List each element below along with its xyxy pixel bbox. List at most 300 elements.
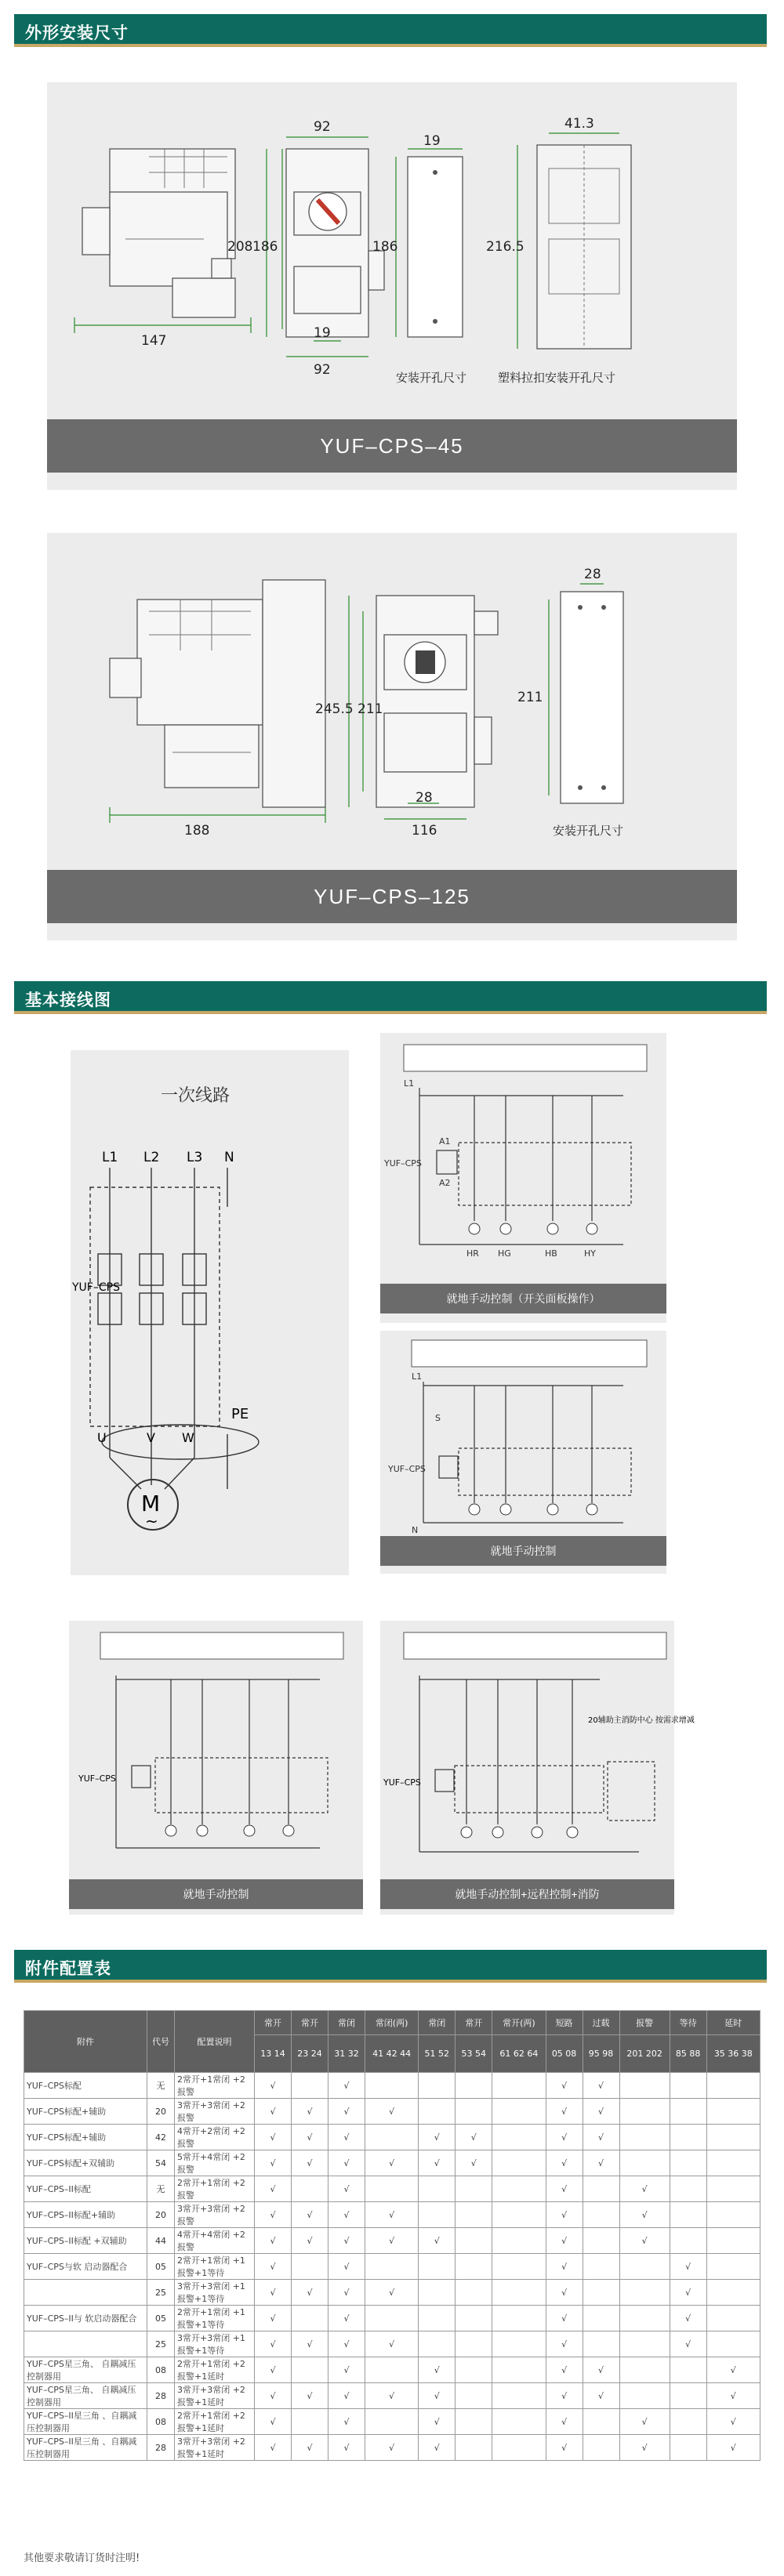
table-row — [24, 2331, 760, 2357]
empty-cell — [291, 2409, 328, 2435]
row-desc: 3常开+3常闭 +1报警+1等待 — [175, 2331, 255, 2357]
check-mark: √ — [670, 2280, 706, 2306]
table-row — [24, 2306, 760, 2331]
check-mark: √ — [365, 2435, 418, 2461]
w1-a2: A2 — [439, 1178, 451, 1188]
empty-cell — [670, 2073, 706, 2099]
empty-cell — [670, 2228, 706, 2254]
row-desc: 2常开+1常闭 +2报警+1延时 — [175, 2409, 255, 2435]
type-8: 过载 — [583, 2011, 619, 2035]
empty-cell — [619, 2099, 670, 2125]
row-name: YUF–CPS–II星三角 、自耦减压控制器用 — [24, 2435, 147, 2461]
motor-m: M — [141, 1491, 161, 1516]
empty-cell — [419, 2306, 456, 2331]
row-code: 20 — [147, 2202, 175, 2228]
accessory-table — [24, 2010, 760, 2461]
accessory-table-body — [24, 2073, 760, 2461]
empty-cell — [706, 2331, 760, 2357]
wiring-diagram-1 — [380, 1033, 666, 1284]
empty-cell — [583, 2435, 619, 2461]
type-2: 常闭 — [328, 2011, 365, 2035]
model-bar-125: YUF–CPS–125 — [47, 870, 737, 923]
check-mark: √ — [546, 2331, 583, 2357]
check-mark: √ — [328, 2073, 365, 2099]
check-mark: √ — [328, 2125, 365, 2150]
section-title-accessories: 附件配置表 — [25, 1959, 111, 1978]
row-name: YUF–CPS–II标配+辅助 — [24, 2202, 147, 2228]
check-mark: √ — [328, 2254, 365, 2280]
num-0: 13 14 — [255, 2035, 292, 2073]
empty-cell — [291, 2073, 328, 2099]
empty-cell — [365, 2306, 418, 2331]
table-row — [24, 2435, 760, 2461]
empty-cell — [456, 2280, 492, 2306]
drawing-panel-45 — [47, 82, 737, 490]
table-row — [24, 2150, 760, 2176]
w2-l1: L1 — [412, 1371, 423, 1382]
empty-cell — [706, 2176, 760, 2202]
row-desc: 3常开+3常闭 +2报警 — [175, 2099, 255, 2125]
row-name — [24, 2280, 147, 2306]
empty-cell — [419, 2073, 456, 2099]
empty-cell — [670, 2435, 706, 2461]
empty-cell — [619, 2254, 670, 2280]
empty-cell — [706, 2280, 760, 2306]
empty-cell — [456, 2176, 492, 2202]
empty-cell — [583, 2409, 619, 2435]
wiring-panel-1 — [380, 1033, 666, 1323]
empty-cell — [365, 2125, 418, 2150]
label-l1: L1 — [102, 1150, 118, 1165]
main-circuit-title: 一次线路 — [161, 1086, 230, 1106]
table-row — [24, 2202, 760, 2228]
check-mark: √ — [419, 2125, 456, 2150]
w3-model: YUF–CPS — [78, 1773, 116, 1784]
check-mark: √ — [328, 2099, 365, 2125]
empty-cell — [619, 2331, 670, 2357]
check-mark: √ — [583, 2099, 619, 2125]
section-title-wiring: 基本接线图 — [25, 991, 111, 1009]
row-desc: 2常开+1常闭 +1报警+1等待 — [175, 2254, 255, 2280]
empty-cell — [365, 2357, 418, 2383]
empty-cell — [619, 2073, 670, 2099]
empty-cell — [456, 2202, 492, 2228]
row-desc: 2常开+1常闭 +2报警 — [175, 2073, 255, 2099]
main-circuit-model: YUF–CPS — [72, 1281, 120, 1294]
check-mark: √ — [328, 2306, 365, 2331]
empty-cell — [365, 2409, 418, 2435]
check-mark: √ — [255, 2099, 292, 2125]
row-name: YUF–CPS标配 — [24, 2073, 147, 2099]
table-row — [24, 2228, 760, 2254]
num-7: 05 08 — [546, 2035, 583, 2073]
empty-cell — [419, 2331, 456, 2357]
dim-92-top: 92 — [314, 119, 331, 135]
check-mark: √ — [706, 2383, 760, 2409]
empty-cell — [456, 2383, 492, 2409]
check-mark: √ — [706, 2357, 760, 2383]
empty-cell — [619, 2383, 670, 2409]
check-mark: √ — [670, 2254, 706, 2280]
num-4: 51 52 — [419, 2035, 456, 2073]
w4-model: YUF–CPS — [383, 1777, 421, 1788]
row-code: 05 — [147, 2306, 175, 2331]
empty-cell — [456, 2254, 492, 2280]
table-row — [24, 2254, 760, 2280]
check-mark: √ — [583, 2150, 619, 2176]
empty-cell — [291, 2176, 328, 2202]
row-code: 20 — [147, 2099, 175, 2125]
row-desc: 3常开+3常闭 +2报警+1延时 — [175, 2435, 255, 2461]
empty-cell — [456, 2435, 492, 2461]
section-title-dims: 外形安装尺寸 — [25, 24, 129, 42]
wiring-panel-3 — [69, 1621, 363, 1915]
check-mark: √ — [583, 2073, 619, 2099]
check-mark: √ — [365, 2228, 418, 2254]
check-mark: √ — [546, 2357, 583, 2383]
empty-cell — [456, 2306, 492, 2331]
dim-245-5: 245.5 — [315, 701, 354, 717]
check-mark: √ — [291, 2099, 328, 2125]
check-mark: √ — [255, 2331, 292, 2357]
check-mark: √ — [583, 2125, 619, 2150]
table-row — [24, 2383, 760, 2409]
empty-cell — [583, 2280, 619, 2306]
check-mark: √ — [546, 2073, 583, 2099]
check-mark: √ — [255, 2228, 292, 2254]
row-name: YUF–CPS星三角、 自耦减压控制器用 — [24, 2357, 147, 2383]
check-mark: √ — [328, 2383, 365, 2409]
empty-cell — [670, 2383, 706, 2409]
row-desc: 2常开+1常闭 +1报警+1等待 — [175, 2306, 255, 2331]
check-mark: √ — [328, 2150, 365, 2176]
row-desc: 5常开+4常闭 +2报警 — [175, 2150, 255, 2176]
empty-cell — [670, 2125, 706, 2150]
wiring-caption-1: 就地手动控制（开关面板操作） — [380, 1284, 666, 1313]
empty-cell — [619, 2357, 670, 2383]
check-mark: √ — [365, 2280, 418, 2306]
check-mark: √ — [546, 2228, 583, 2254]
w4-fire-note: 20辅助主消防中心 按需求增减 — [588, 1716, 695, 1725]
empty-cell — [492, 2306, 546, 2331]
row-code: 44 — [147, 2228, 175, 2254]
row-desc: 4常开+4常闭 +2报警 — [175, 2228, 255, 2254]
check-mark: √ — [546, 2409, 583, 2435]
w2-n: N — [412, 1525, 419, 1535]
row-name: YUF–CPS–II星三角 、自耦减压控制器用 — [24, 2409, 147, 2435]
empty-cell — [706, 2306, 760, 2331]
empty-cell — [670, 2409, 706, 2435]
num-1: 23 24 — [291, 2035, 328, 2073]
check-mark: √ — [291, 2280, 328, 2306]
type-6: 常开(两) — [492, 2011, 546, 2035]
wiring-panel-4 — [380, 1621, 695, 1915]
row-desc: 3常开+3常闭 +2报警+1延时 — [175, 2383, 255, 2409]
check-mark: √ — [291, 2150, 328, 2176]
check-mark: √ — [328, 2176, 365, 2202]
check-mark: √ — [291, 2383, 328, 2409]
motor-tilde: ~ — [145, 1512, 158, 1531]
empty-cell — [492, 2280, 546, 2306]
check-mark: √ — [328, 2357, 365, 2383]
table-row — [24, 2099, 760, 2125]
dim-211-hole: 211 — [517, 690, 543, 705]
label-n: N — [224, 1150, 234, 1165]
check-mark: √ — [619, 2228, 670, 2254]
type-4: 常闭 — [419, 2011, 456, 2035]
empty-cell — [456, 2073, 492, 2099]
caption-clip-hole: 塑料拉扣安装开孔尺寸 — [498, 371, 616, 385]
table-row — [24, 2176, 760, 2202]
wiring-caption-4: 就地手动控制+远程控制+消防 — [380, 1879, 674, 1909]
check-mark: √ — [456, 2150, 492, 2176]
type-3: 常闭(两) — [365, 2011, 418, 2035]
empty-cell — [365, 2073, 418, 2099]
row-name: YUF–CPS–II标配 +双辅助 — [24, 2228, 147, 2254]
check-mark: √ — [706, 2409, 760, 2435]
empty-cell — [291, 2357, 328, 2383]
empty-cell — [619, 2125, 670, 2150]
check-mark: √ — [546, 2383, 583, 2409]
row-desc: 3常开+3常闭 +1报警+1等待 — [175, 2280, 255, 2306]
empty-cell — [706, 2254, 760, 2280]
empty-cell — [456, 2228, 492, 2254]
empty-cell — [706, 2150, 760, 2176]
type-0: 常开 — [255, 2011, 292, 2035]
num-10: 85 88 — [670, 2035, 706, 2073]
check-mark: √ — [670, 2306, 706, 2331]
dim-19-front: 19 — [314, 325, 331, 341]
empty-cell — [492, 2409, 546, 2435]
check-mark: √ — [419, 2228, 456, 2254]
empty-cell — [456, 2357, 492, 2383]
empty-cell — [492, 2331, 546, 2357]
row-code: 08 — [147, 2409, 175, 2435]
type-5: 常开 — [456, 2011, 492, 2035]
check-mark: √ — [365, 2099, 418, 2125]
check-mark: √ — [365, 2202, 418, 2228]
model-bar-45: YUF–CPS–45 — [47, 419, 737, 473]
dim-41-3: 41.3 — [564, 116, 594, 132]
empty-cell — [619, 2150, 670, 2176]
check-mark: √ — [546, 2435, 583, 2461]
check-mark: √ — [255, 2176, 292, 2202]
table-header-row-types — [24, 2011, 760, 2035]
empty-cell — [492, 2125, 546, 2150]
wiring-panel-2 — [380, 1331, 666, 1574]
row-name: YUF–CPS–II与 软启动器配合 — [24, 2306, 147, 2331]
dim-186-hole: 186 — [372, 239, 398, 255]
empty-cell — [492, 2254, 546, 2280]
empty-cell — [670, 2099, 706, 2125]
w1-l1: L1 — [404, 1078, 415, 1089]
check-mark: √ — [255, 2202, 292, 2228]
dim-28-front: 28 — [416, 790, 433, 806]
check-mark: √ — [255, 2383, 292, 2409]
row-name: YUF–CPS与软 启动器配合 — [24, 2254, 147, 2280]
empty-cell — [419, 2099, 456, 2125]
section-header-dims — [14, 14, 767, 47]
label-w: W — [182, 1430, 194, 1445]
empty-cell — [619, 2280, 670, 2306]
label-l3: L3 — [187, 1150, 203, 1165]
check-mark: √ — [255, 2254, 292, 2280]
empty-cell — [583, 2176, 619, 2202]
empty-cell — [706, 2228, 760, 2254]
dim-208: 208 — [227, 239, 253, 255]
check-mark: √ — [546, 2125, 583, 2150]
empty-cell — [706, 2099, 760, 2125]
row-name — [24, 2331, 147, 2357]
wiring-diagram-4 — [380, 1621, 695, 1875]
empty-cell — [492, 2073, 546, 2099]
table-row — [24, 2280, 760, 2306]
table-row — [24, 2409, 760, 2435]
empty-cell — [492, 2176, 546, 2202]
check-mark: √ — [328, 2435, 365, 2461]
empty-cell — [291, 2306, 328, 2331]
wiring-diagram-2 — [380, 1331, 666, 1536]
dim-28-hole: 28 — [584, 567, 601, 582]
check-mark: √ — [619, 2202, 670, 2228]
check-mark: √ — [255, 2125, 292, 2150]
empty-cell — [706, 2073, 760, 2099]
row-name: YUF–CPS标配+双辅助 — [24, 2150, 147, 2176]
empty-cell — [583, 2254, 619, 2280]
check-mark: √ — [546, 2254, 583, 2280]
empty-cell — [583, 2228, 619, 2254]
num-9: 201 202 — [619, 2035, 670, 2073]
w2-s: S — [435, 1413, 441, 1423]
table-row — [24, 2073, 760, 2099]
wiring-caption-3: 就地手动控制 — [69, 1879, 363, 1909]
dim-186-front: 186 — [252, 239, 278, 255]
w1-model: YUF–CPS — [384, 1158, 422, 1168]
check-mark: √ — [328, 2202, 365, 2228]
num-5: 53 54 — [456, 2035, 492, 2073]
type-1: 常开 — [291, 2011, 328, 2035]
check-mark: √ — [419, 2357, 456, 2383]
check-mark: √ — [619, 2176, 670, 2202]
label-l2: L2 — [143, 1150, 160, 1165]
empty-cell — [365, 2254, 418, 2280]
row-code: 无 — [147, 2176, 175, 2202]
dim-92-bottom: 92 — [314, 362, 331, 378]
num-6: 61 62 64 — [492, 2035, 546, 2073]
table-note: 其他要求敬请订货时注明! — [24, 2552, 140, 2564]
empty-cell — [291, 2254, 328, 2280]
num-2: 31 32 — [328, 2035, 365, 2073]
dim-116: 116 — [412, 823, 437, 839]
dim-211-front: 211 — [358, 701, 383, 717]
dim-216-5: 216.5 — [486, 239, 524, 255]
caption-hole-45: 安装开孔尺寸 — [396, 371, 467, 385]
empty-cell — [456, 2099, 492, 2125]
check-mark: √ — [670, 2331, 706, 2357]
row-name: YUF–CPS标配+辅助 — [24, 2125, 147, 2150]
row-desc: 2常开+1常闭 +2报警 — [175, 2176, 255, 2202]
check-mark: √ — [255, 2357, 292, 2383]
check-mark: √ — [419, 2383, 456, 2409]
empty-cell — [670, 2357, 706, 2383]
empty-cell — [456, 2331, 492, 2357]
w1-hr: HR — [466, 1248, 479, 1259]
type-11: 延时 — [706, 2011, 760, 2035]
check-mark: √ — [328, 2228, 365, 2254]
caption-hole-125: 安装开孔尺寸 — [553, 824, 624, 838]
empty-cell — [419, 2280, 456, 2306]
row-desc: 4常开+2常闭 +2报警 — [175, 2125, 255, 2150]
section-header-accessories — [14, 1950, 767, 1983]
check-mark: √ — [328, 2280, 365, 2306]
empty-cell — [492, 2383, 546, 2409]
empty-cell — [706, 2125, 760, 2150]
row-code: 08 — [147, 2357, 175, 2383]
num-11: 35 36 38 — [706, 2035, 760, 2073]
empty-cell — [670, 2202, 706, 2228]
row-code: 无 — [147, 2073, 175, 2099]
row-code: 05 — [147, 2254, 175, 2280]
empty-cell — [365, 2176, 418, 2202]
w1-hg: HG — [498, 1248, 511, 1259]
empty-cell — [583, 2202, 619, 2228]
check-mark: √ — [419, 2409, 456, 2435]
dim-19-hole: 19 — [423, 133, 441, 149]
w1-hy: HY — [584, 1248, 596, 1259]
check-mark: √ — [546, 2280, 583, 2306]
row-name: YUF–CPS–II标配 — [24, 2176, 147, 2202]
row-name: YUF–CPS标配+辅助 — [24, 2099, 147, 2125]
w1-hb: HB — [545, 1248, 557, 1259]
dim-147: 147 — [141, 333, 167, 349]
empty-cell — [492, 2099, 546, 2125]
table-row — [24, 2357, 760, 2383]
num-8: 95 98 — [583, 2035, 619, 2073]
row-code: 28 — [147, 2435, 175, 2461]
check-mark: √ — [255, 2150, 292, 2176]
check-mark: √ — [546, 2150, 583, 2176]
empty-cell — [492, 2357, 546, 2383]
empty-cell — [492, 2202, 546, 2228]
check-mark: √ — [619, 2409, 670, 2435]
row-code: 28 — [147, 2383, 175, 2409]
row-code: 25 — [147, 2280, 175, 2306]
empty-cell — [706, 2202, 760, 2228]
main-circuit-diagram — [71, 1050, 349, 1575]
check-mark: √ — [291, 2228, 328, 2254]
col-code: 代号 — [147, 2011, 175, 2073]
check-mark: √ — [291, 2331, 328, 2357]
check-mark: √ — [456, 2125, 492, 2150]
check-mark: √ — [328, 2331, 365, 2357]
row-desc: 3常开+3常闭 +2报警 — [175, 2202, 255, 2228]
dim-188: 188 — [184, 823, 210, 839]
empty-cell — [492, 2228, 546, 2254]
check-mark: √ — [365, 2150, 418, 2176]
type-10: 等待 — [670, 2011, 706, 2035]
wiring-diagram-3 — [69, 1621, 363, 1875]
w1-a1: A1 — [439, 1136, 451, 1147]
label-u: U — [97, 1430, 107, 1445]
check-mark: √ — [583, 2383, 619, 2409]
empty-cell — [492, 2435, 546, 2461]
type-9: 报警 — [619, 2011, 670, 2035]
check-mark: √ — [255, 2280, 292, 2306]
table-row — [24, 2125, 760, 2150]
check-mark: √ — [619, 2435, 670, 2461]
row-desc: 2常开+1常闭 +2报警+1延时 — [175, 2357, 255, 2383]
check-mark: √ — [255, 2306, 292, 2331]
